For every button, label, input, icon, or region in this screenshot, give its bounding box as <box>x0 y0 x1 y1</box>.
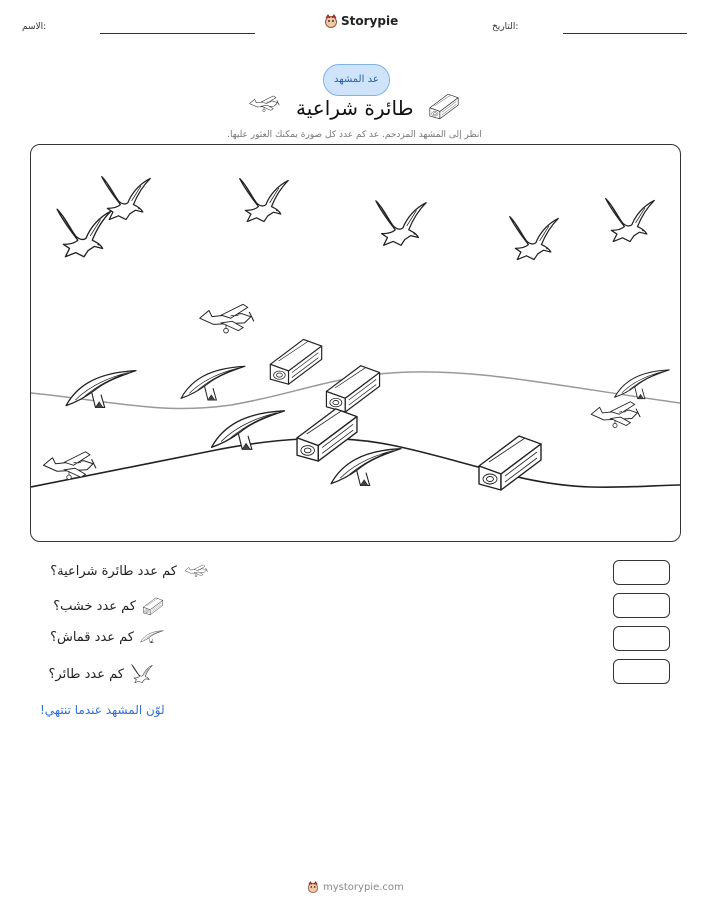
hang-glider-5 <box>615 370 670 399</box>
hang-glider-2 <box>181 366 245 400</box>
question-2 <box>53 596 164 616</box>
footer <box>307 881 404 893</box>
bird-1 <box>57 209 111 257</box>
answer-box-4[interactable] <box>613 659 670 684</box>
hang-glider-icon <box>140 629 164 645</box>
answer-box-1[interactable] <box>613 560 670 585</box>
bird-6 <box>606 199 655 242</box>
date-label: التاريخ: <box>492 22 519 32</box>
color-note: لوّن المشهد عندما تنتهي! <box>40 703 165 717</box>
answer-box-2[interactable] <box>613 593 670 618</box>
name-line[interactable] <box>100 33 255 34</box>
storypie-mascot-icon <box>324 14 338 28</box>
name-label: الاسم: <box>22 22 47 32</box>
question-1-text: كم عدد طائرة شراعية؟ <box>50 563 177 579</box>
title-biplane-icon <box>247 92 281 116</box>
wood-plank-3 <box>297 409 357 461</box>
count-scene-badge: عد المشهد <box>323 64 390 96</box>
biplane-3 <box>591 402 640 428</box>
question-3 <box>50 629 164 645</box>
question-4-text: كم عدد طائر؟ <box>48 666 124 682</box>
biplane-icon <box>183 562 209 580</box>
storypie-mascot-icon <box>307 881 319 893</box>
hang-glider-1 <box>66 371 136 408</box>
brand-name: Storypie <box>341 14 399 28</box>
scene-panel <box>30 144 681 542</box>
bird-icon <box>130 662 154 686</box>
answer-box-3[interactable] <box>613 626 670 651</box>
title-wood-plank-icon <box>428 92 460 120</box>
hang-glider-4 <box>331 449 401 486</box>
wood-plank-icon <box>142 596 164 616</box>
bird-5 <box>510 217 559 260</box>
question-2-text: كم عدد خشب؟ <box>53 598 136 614</box>
bird-3 <box>240 179 289 222</box>
bird-4 <box>376 201 426 245</box>
wood-plank-4 <box>479 436 541 490</box>
question-4 <box>49 662 154 686</box>
question-3-text: كم عدد قماش؟ <box>50 629 134 645</box>
biplane-1 <box>200 304 254 333</box>
footer-url: mystorypie.com <box>323 881 404 893</box>
date-line[interactable] <box>563 33 687 34</box>
question-1 <box>50 562 209 580</box>
wood-plank-2 <box>326 366 379 412</box>
hang-glider-3 <box>212 411 285 449</box>
scene-illustration <box>31 145 680 541</box>
wood-plank-1 <box>270 339 321 384</box>
instructions: انظر إلى المشهد المزدحم. عد كم عدد كل صورة يمكنك العثور عليها. <box>227 130 482 140</box>
page-title: طائرة شراعية <box>296 96 414 120</box>
brand-logo <box>324 14 398 28</box>
